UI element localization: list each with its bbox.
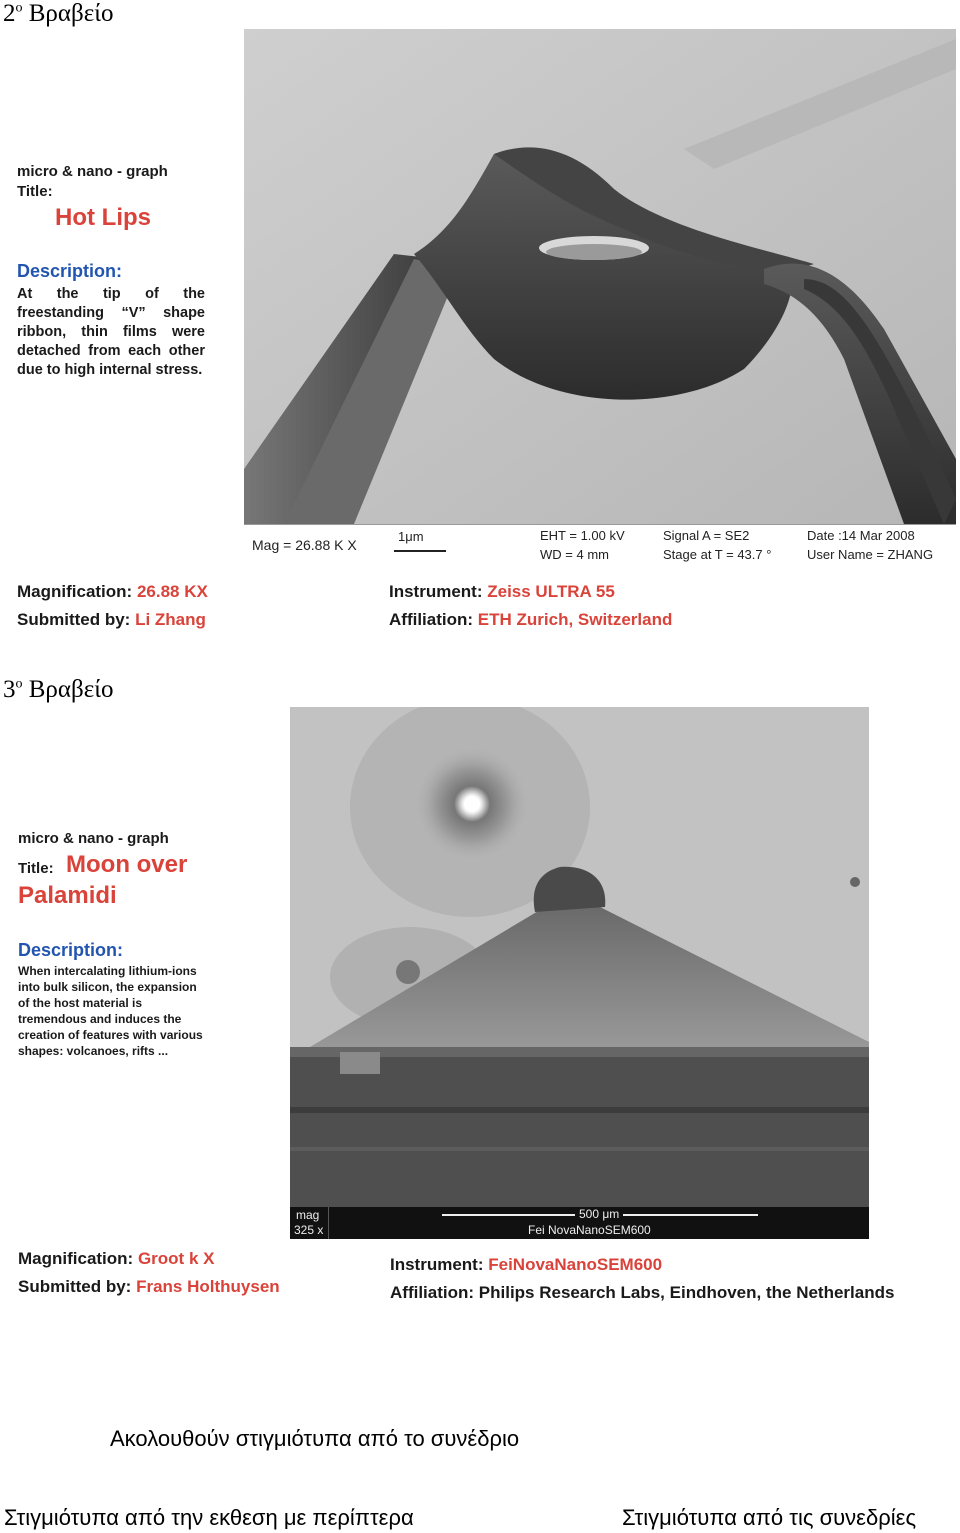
entry1-affiliation: Affiliation: ETH Zurich, Switzerland [389, 610, 673, 629]
info-wd: WD = 4 mm [540, 547, 609, 562]
entry1-title: Hot Lips [55, 204, 151, 231]
footer-caption-right: Στιγμιότυπα από τις συνεδρίες [622, 1505, 917, 1530]
bar-scale: 500 μm [575, 1207, 623, 1221]
entry1-info-bar [244, 524, 956, 565]
bar-mag-label: mag [296, 1208, 320, 1222]
info-date: Date :14 Mar 2008 [807, 528, 915, 543]
entry2-affiliation: Affiliation: Philips Research Labs, Eindhoven, the Netherlands [390, 1283, 895, 1302]
volcano-micrograph [290, 707, 869, 1207]
entry1-submitted: Submitted by: Li Zhang [17, 610, 206, 629]
footer-intro: Ακολουθούν στιγμιότυπα από το συνέδριο [110, 1426, 520, 1451]
entry1-desc-label: Description: [17, 261, 123, 281]
scale-bar [394, 550, 446, 552]
entry1-description: At the tip of the freestanding “V” shape ribbon, thin films were detached from each other due to high internal stress. [17, 286, 205, 378]
entry1-title-label: Title: [17, 183, 53, 200]
bar-mag-value: 325 x [294, 1223, 324, 1237]
entry2-instrument: Instrument: FeiNovaNanoSEM600 [390, 1255, 663, 1274]
prize-heading-3: $3^o$ Βραβείο [3, 676, 114, 703]
sem-image-moon-over-palamidi [290, 707, 869, 1207]
info-signal: Signal A = SE2 [663, 528, 750, 543]
sem-image-hot-lips [244, 29, 956, 524]
entry2-title-label: Title: [18, 860, 54, 877]
entry2-desc-label: Description: [18, 940, 124, 960]
footer-caption-left: Στιγμιότυπα από την εκθεση με περίπτερα [4, 1505, 414, 1530]
entry2-description: When intercalating lithium-ions into bulk silicon, the expansion of the host material is tremendous and induces the creation of features with various shapes: volcanoes, rifts ... [18, 964, 203, 1058]
entry1-magnification: Magnification: 26.88 KX [17, 582, 208, 601]
entry2-header: micro & nano - graph [18, 830, 169, 847]
entry1-instrument: Instrument: Zeiss ULTRA 55 [389, 582, 615, 601]
entry2-title-line2: Palamidi [18, 882, 117, 909]
entry2-magnification: Magnification: Groot k X [18, 1249, 215, 1268]
prize-heading-2: $2^o$ Βραβείο [3, 0, 114, 27]
info-user: User Name = ZHANG [807, 547, 934, 562]
info-stage: Stage at T = 43.7 ° [663, 547, 772, 562]
entry1-header: micro & nano - graph [17, 163, 168, 180]
info-scale: 1μm [398, 529, 424, 544]
entry2-title-line1: Moon over [66, 851, 188, 878]
entry2-submitted: Submitted by: Frans Holthuysen [18, 1277, 280, 1296]
bar-divider [328, 1207, 329, 1239]
bar-instrument: Fei NovaNanoSEM600 [528, 1223, 651, 1237]
entry2-info-bar [290, 1207, 869, 1239]
ribbon-micrograph [244, 29, 956, 524]
info-eht: EHT = 1.00 kV [540, 528, 625, 543]
info-mag: Mag = 26.88 K X [252, 537, 357, 553]
